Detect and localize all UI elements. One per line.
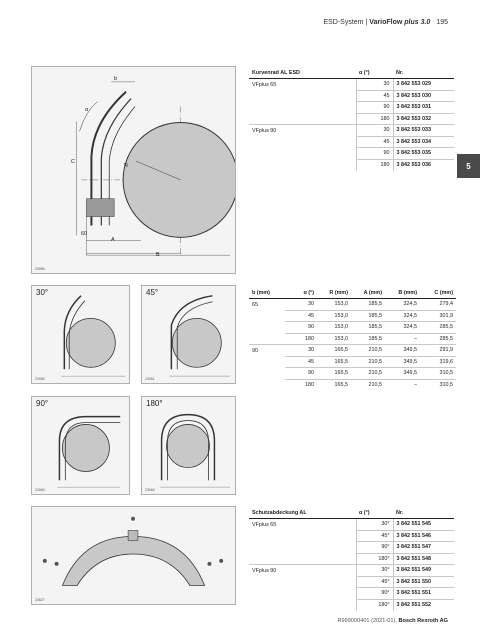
table-row: [249, 79, 454, 91]
col-header: Kurvenrad AL ESD: [249, 67, 356, 79]
cell-c: 285,5: [420, 322, 456, 334]
cell-r: 153,0: [317, 299, 351, 311]
cell-part-number: 3 842 551 551: [393, 588, 454, 600]
table-row: [249, 159, 454, 171]
cell-angle: 45: [285, 356, 317, 368]
cell-part-number: 3 842 551 552: [393, 599, 454, 611]
dim-b-label: b: [114, 76, 118, 82]
col-header: R (mm): [317, 287, 351, 299]
curve-30deg-drawing: [32, 286, 129, 383]
document-number: R999000401 (2021-01),: [337, 618, 399, 624]
main-drawing: [31, 66, 236, 274]
cell-r: 153,0: [317, 310, 351, 322]
cell-c: 301,9: [420, 310, 456, 322]
company-name: Bosch Rexroth AG: [398, 618, 448, 624]
cell-r: 153,0: [317, 333, 351, 345]
cell-angle: 90: [356, 102, 393, 114]
figure-id: 23060: [145, 488, 155, 492]
cell-r: 153,0: [317, 322, 351, 334]
cell-c: 319,6: [420, 356, 456, 368]
cell-r: 165,5: [317, 379, 351, 391]
cover-drawing: [31, 506, 236, 605]
cell-bb: 324,5: [385, 322, 420, 334]
figure-id: 23060: [35, 488, 45, 492]
cell-bb: 349,5: [385, 356, 420, 368]
cell-angle: 180°: [356, 553, 393, 565]
table-row: [249, 553, 454, 565]
cell-a: 185,5: [351, 322, 385, 334]
curve-180deg-drawing: [142, 397, 235, 494]
cell-part-number: 3 842 553 032: [393, 113, 454, 125]
cell-bb: –: [385, 379, 420, 391]
dim-bb-label: B: [156, 252, 160, 258]
cell-c: 279,4: [420, 299, 456, 311]
table-row: [249, 102, 454, 114]
cell-part-number: 3 842 551 547: [393, 542, 454, 554]
col-header: α (°): [356, 67, 393, 79]
dim-alpha-label: α: [85, 107, 89, 113]
col-header: B (mm): [385, 287, 420, 299]
cell-variant: [249, 576, 356, 588]
dim-c-label: C: [71, 159, 75, 165]
cell-angle: 90°: [356, 588, 393, 600]
cell-angle: 180: [285, 333, 317, 345]
cell-c: 310,5: [420, 379, 456, 391]
cell-b: [249, 356, 285, 368]
cell-part-number: 3 842 551 550: [393, 576, 454, 588]
figure-title: 30°: [36, 288, 49, 297]
cell-part-number: 3 842 551 548: [393, 553, 454, 565]
col-header: α (°): [356, 507, 393, 519]
col-header: Nr.: [393, 507, 454, 519]
cell-part-number: 3 842 551 549: [393, 565, 454, 577]
figure-id: 23060: [35, 377, 45, 381]
cell-c: 285,5: [420, 333, 456, 345]
cell-variant: [249, 136, 356, 148]
cell-angle: 45°: [356, 530, 393, 542]
cell-part-number: 3 842 553 036: [393, 159, 454, 171]
cell-angle: 45: [285, 310, 317, 322]
cell-r: 165,5: [317, 356, 351, 368]
page-header: [323, 19, 448, 26]
figure-90deg: [31, 396, 130, 495]
col-header: α (°): [285, 287, 317, 299]
cell-angle: 45°: [356, 576, 393, 588]
cell-variant: [249, 530, 356, 542]
cell-angle: 30°: [356, 519, 393, 531]
figure-title: 45°: [146, 288, 159, 297]
cell-r: 165,5: [317, 345, 351, 357]
figure-title: 90°: [36, 399, 49, 408]
table-row: [249, 542, 454, 554]
cell-variant: [249, 113, 356, 125]
cell-variant: [249, 542, 356, 554]
cell-part-number: 3 842 553 030: [393, 90, 454, 102]
table-protective-cover: [249, 507, 454, 611]
cell-bb: –: [385, 333, 420, 345]
table-row: [249, 530, 454, 542]
cell-angle: 180: [356, 159, 393, 171]
section-title: ESD-System |: [323, 19, 370, 26]
table-dimensions: [249, 287, 456, 391]
cell-variant: [249, 90, 356, 102]
table-row: [249, 299, 456, 311]
cell-variant: VFplus 90: [249, 125, 356, 137]
table-row: [249, 379, 456, 391]
cell-b: [249, 310, 285, 322]
cell-b: [249, 379, 285, 391]
cell-variant: [249, 588, 356, 600]
cell-angle: 30: [285, 299, 317, 311]
col-header: A (mm): [351, 287, 385, 299]
cell-part-number: 3 842 553 035: [393, 148, 454, 160]
cell-b: 65: [249, 299, 285, 311]
cell-variant: [249, 599, 356, 611]
cell-a: 210,5: [351, 356, 385, 368]
cell-part-number: 3 842 551 546: [393, 530, 454, 542]
cell-b: [249, 368, 285, 380]
cell-angle: 90°: [356, 542, 393, 554]
curve-45deg-drawing: [142, 286, 235, 383]
col-header: b (mm): [249, 287, 285, 299]
cell-variant: VFplus 90: [249, 565, 356, 577]
cell-b: [249, 333, 285, 345]
cell-b: [249, 322, 285, 334]
cell-part-number: 3 842 553 033: [393, 125, 454, 137]
table-header-row: [249, 67, 454, 79]
cell-a: 185,5: [351, 299, 385, 311]
cell-angle: 180: [356, 113, 393, 125]
figure-id: 20827: [35, 598, 45, 602]
cell-variant: [249, 553, 356, 565]
col-header: Schutzabdeckung AL: [249, 507, 356, 519]
cell-part-number: 3 842 553 031: [393, 102, 454, 114]
col-header: C (mm): [420, 287, 456, 299]
table-row: [249, 113, 454, 125]
figure-id: 23060: [35, 267, 45, 271]
cell-angle: 180: [285, 379, 317, 391]
table-row: [249, 90, 454, 102]
cell-part-number: 3 842 551 545: [393, 519, 454, 531]
figure-id: 23061: [145, 377, 155, 381]
brand-name: VarioFlow: [369, 19, 403, 26]
curve-wheel-drawing: [32, 67, 235, 273]
cell-a: 210,5: [351, 368, 385, 380]
brand-suffix: plus 3.0: [402, 19, 431, 26]
cell-angle: 45: [356, 90, 393, 102]
cell-a: 185,5: [351, 333, 385, 345]
cell-angle: 30°: [356, 565, 393, 577]
cell-angle: 45: [356, 136, 393, 148]
cell-angle: 30: [356, 79, 393, 91]
table-row: [249, 588, 454, 600]
cell-part-number: 3 842 553 029: [393, 79, 454, 91]
dim-r-label: R: [124, 163, 128, 169]
table-row: [249, 576, 454, 588]
table-row: [249, 356, 456, 368]
cell-bb: 349,5: [385, 368, 420, 380]
cell-b: 90: [249, 345, 285, 357]
cell-part-number: 3 842 553 034: [393, 136, 454, 148]
cell-variant: [249, 148, 356, 160]
table-row: [249, 125, 454, 137]
figure-45deg: [141, 285, 236, 384]
dim-60-label: 60: [81, 231, 88, 237]
cell-bb: 324,5: [385, 299, 420, 311]
table-row: [249, 599, 454, 611]
table-row: [249, 519, 454, 531]
cell-c: 310,5: [420, 368, 456, 380]
chapter-tab[interactable]: 5: [457, 154, 480, 178]
figure-30deg: [31, 285, 130, 384]
cell-bb: 349,5: [385, 345, 420, 357]
cell-angle: 90: [285, 368, 317, 380]
table-row: [249, 345, 456, 357]
table-row: [249, 565, 454, 577]
table-row: [249, 368, 456, 380]
cell-angle: 30: [356, 125, 393, 137]
table-row: [249, 333, 456, 345]
page-footer: [338, 618, 449, 624]
cell-variant: [249, 102, 356, 114]
cell-angle: 90: [285, 322, 317, 334]
cell-a: 210,5: [351, 345, 385, 357]
table-curve-wheel: [249, 67, 454, 171]
table-row: [249, 136, 454, 148]
cell-a: 210,5: [351, 379, 385, 391]
table-row: [249, 322, 456, 334]
cell-r: 165,5: [317, 368, 351, 380]
cell-variant: VFplus 65: [249, 519, 356, 531]
protective-cover-drawing: [32, 507, 235, 604]
table-row: [249, 310, 456, 322]
cell-bb: 324,5: [385, 310, 420, 322]
page-number: 195: [436, 19, 448, 26]
cell-angle: 30: [285, 345, 317, 357]
cell-angle: 90: [356, 148, 393, 160]
col-header: Nr.: [393, 67, 454, 79]
table-row: [249, 148, 454, 160]
cell-variant: [249, 159, 356, 171]
cell-variant: VFplus 65: [249, 79, 356, 91]
table-header-row: [249, 287, 456, 299]
figure-title: 180°: [146, 399, 163, 408]
cell-c: 291,9: [420, 345, 456, 357]
dim-a-label: A: [111, 237, 115, 243]
cell-a: 185,5: [351, 310, 385, 322]
cell-angle: 180°: [356, 599, 393, 611]
figure-180deg: [141, 396, 236, 495]
curve-90deg-drawing: [32, 397, 129, 494]
table-header-row: [249, 507, 454, 519]
